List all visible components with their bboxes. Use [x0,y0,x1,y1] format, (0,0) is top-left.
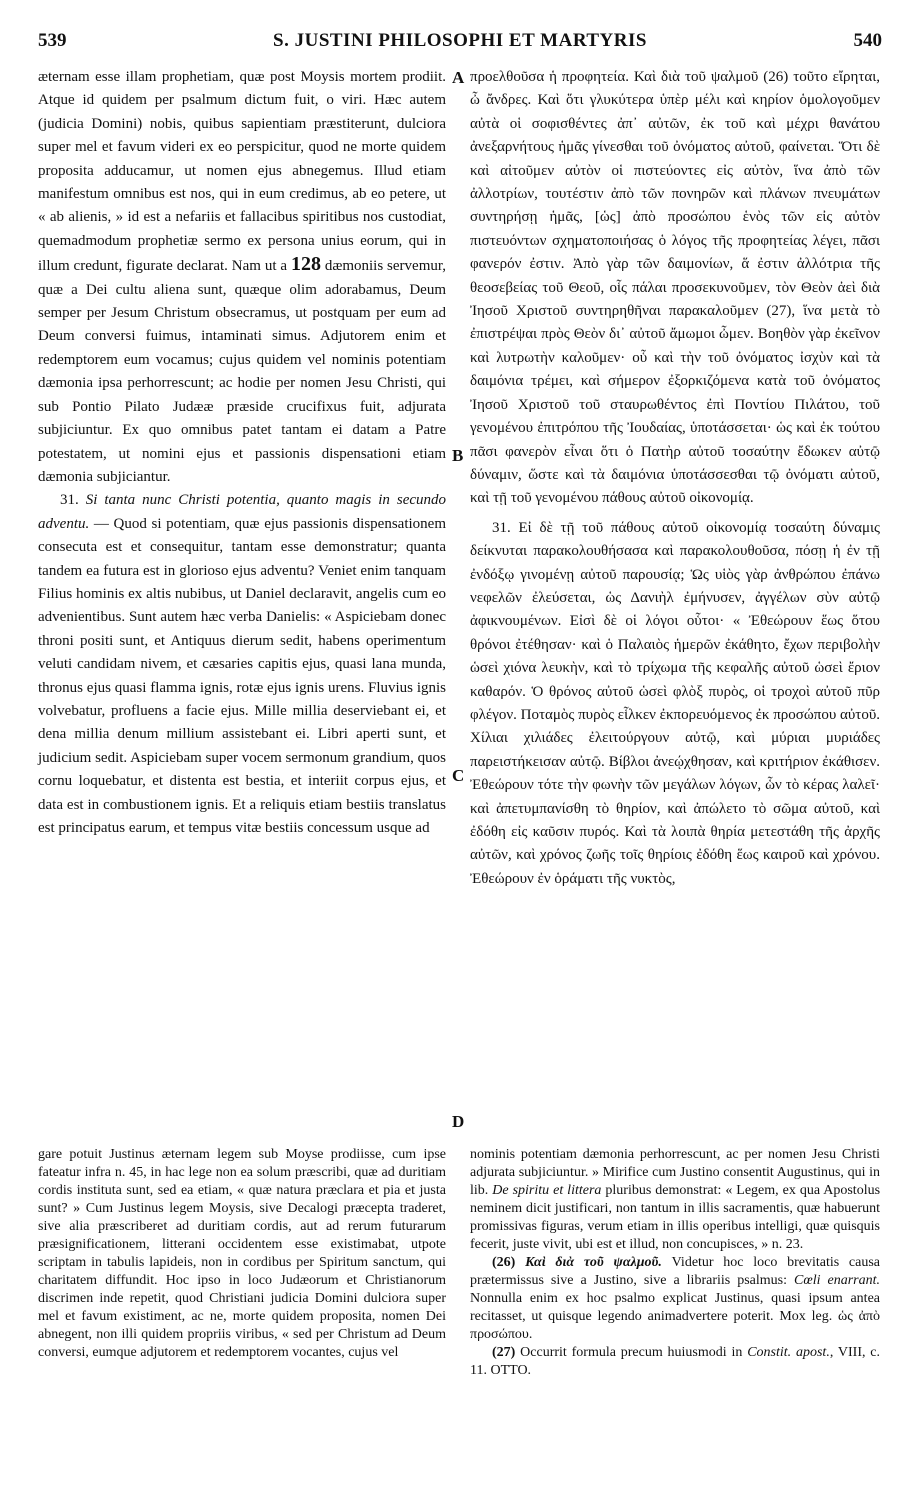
latin-column [38,66,446,840]
greek-paragraph-1: προελθοῦσα ἡ προφητεία. Καὶ διὰ τοῦ ψαλμοῦ (26) τοῦτο εἴρηται, ὦ ἄνδρες. Καὶ ὅτι γλυκύτερα ὑπὲρ μέλι καὶ κηρίον ὁμολογοῦμεν αὐτὰ οἱ σοφισθέντες ἀπ᾽ αὐτῶν, ἐκ τοῦ καὶ μέχρι θανάτου ἀνεξαρνήτους ἡμᾶς γίνεσθαι τοῦ ὀνόματος αὐτοῦ, φαίνεται. Ὅτι δὲ καὶ αἰτοῦμεν αὐτὸν οἱ πιστεύοντες εἰς αὐτὸν, ἵνα ἀπὸ τῶν ἀλλοτρίων, τουτέστιν ἀπὸ τῶν πονηρῶν καὶ πλάνων πνευμάτων συντηρήσῃ ἡμᾶς, [ὡς] ἀπὸ προσώπου ἑνὸς τῶν εἰς αὐτὸν πιστευόντων σχηματοποιήσας ὁ λόγος τῆς προφητείας λέγει, πᾶσι φανερόν ἐστιν. Ἀπὸ γὰρ τῶν δαιμονίων, ἅ ἐστιν ἀλλότρια τῆς θεοσεβείας τοῦ Θεοῦ, οἷς πάλαι προσεκυνοῦμεν, τὸν Θεὸν ἀεὶ διὰ Ἰησοῦ Χριστοῦ συντηρηθῆναι παρακαλοῦμεν (27), ἵνα μετὰ τὸ ἐπιστρέψαι πρὸς Θεὸν δι᾽ αὐτοῦ ἄμωμοι ὦμεν. Βοηθὸν γὰρ ἐκεῖνον καὶ λυτρωτὴν καλοῦμεν· οὗ καὶ τὴν τοῦ ὀνόματος ἰσχὺν καὶ τὰ δαιμόνια τρέμει, καὶ σήμερον ἐξορκιζόμενα κατὰ τοῦ ὀνόματος Ἰησοῦ Χριστοῦ τοῦ σταυρωθέντος ἐπὶ Ποντίου Πιλάτου, τοῦ γενομένου ἐπιτρόπου τῆς Ἰουδαίας, ὑποτάσσεται· ὡς καὶ ἐκ τούτου πᾶσι φανερὸν εἶναι ὅτι ὁ Πατὴρ αὐτοῦ τοσαύτην ἔδωκεν αὐτῷ δύναμιν, ὥστε καὶ τὰ δαιμόνια ὑποτάσσεσθαι τῷ ὀνόματι αὐτοῦ, καὶ τῇ τοῦ γενομένου πάθους αὐτοῦ οἰκονομίᾳ. [470,69,880,507]
latin-section-number: 31. [60,492,79,509]
footnote-26-lemma: Καὶ διὰ τοῦ ψαλμοῦ. [525,1255,662,1270]
page-header [38,30,882,58]
greek-column [470,66,880,891]
footnote-27-number: (27) [492,1345,516,1360]
latin-text-2: — Quod si potentiam, quæ ejus passionis dispensationem consecuta est et consequitur, tantam esse demonstratur; quanta tandem ea futura est in glorioso ejus adventu? Veniet enim tanquam Filius hominis ex altis nubibus, ut Daniel declaravit, angelis cum eo advenientibus. Sunt autem hæc verba Danielis: « Aspiciebam donec throni positi sunt, et Antiquus dierum sedit, habens operimentum veluti candidam nivem, et cæsaries capitis ejus, quasi lana munda, thronus ejus quasi flamma ignis, rotæ ejus ignis urens. Fluvius ignis volvebatur, profluens a facie ejus. Mille millia deserviebant ei, et dena millia denum millium assistebant ei. Libri aperti sunt, et judicium sedit. Aspiciebam super vocem sermonum grandium, quos cornu loquebatur, et distenta est bestia, et interiit corpus ejus, et data est in combustionem ignis. Et a reliquis etiam bestiis translatus est principatus earum, et tempus vitæ bestiis concessum usque ad [38,515,446,836]
margin-marker-d: D [452,1112,465,1131]
latin-paragraph-2 [38,489,446,840]
migne-column-number: 128 [290,253,321,276]
latin-paragraph-1 [38,66,446,489]
footnote-left-text: gare potuit Justinus æternam legem sub Moyse prodiisse, cum ipse fateatur infra n. 45, in hac lege non ea solum præscribi, quæ ad duritiam cordis instituta sunt, sed ea etiam, « quæ natura præclara et pia et justa sunt? » Cum Justinus legem Moysis, sive Decalogi præcepta traderet, sive alia præscriberet ad duritiam cordis, aut ad rerum futurarum præsignificationem, litterani occidentem esse existimabat, utpote scriptam in tabulis lapideis, non in cordibus per Spiritum sanctum, qui charitatem diffundit. Hoc ipso in loco Judæorum et Christianorum discrimen inde repetit, quod Christiani judicia Domini dulciora super mel et favum existiment, ac ne, morte quidem proposita, nomen Dei abnegent, non illi quidem propriis viribus, « sed per Christum ad Deum conversi, eumque adjutorem et redemptorem vocantes, cujus vel [38,1147,446,1360]
footnote-27: (27) Occurrit formula precum huiusmodi in Constit. apost., VIII, c. 11. OTTO. [470,1345,881,1378]
latin-text-1a: æternam esse illam prophetiam, quæ post Moysis mortem prodiit. Atque id quidem per psalmum dictum fuit, o viri. Hæc autem (judicia Domini) nobis, quibus sapientiam præstiterunt, dulciora super mel et favum videri ex eo perspicitur, quod ne morte quidem proposita adducamur, ut nomen ejus abnegemus. Illud etiam manifestum omnibus est nos, qui in eum credimus, ab eo petere, ut « ab alienis, » id est a nefariis et fallacibus spiritibus nos custodiat, quemadmodum prophetiæ sermo ex persona unius eorum, qui in illum credunt, figurate declarat. Nam ut a [38,69,446,275]
greek-paragraph-2: 31. Εἰ δὲ τῇ τοῦ πάθους αὐτοῦ οἰκονομίᾳ τοσαύτη δύναμις δείκνυται παρακολουθήσασα καὶ παρακολουθοῦσα, πόσῃ ἡ ἐν τῇ ἐνδόξῳ γινομένῃ αὐτοῦ παρουσίᾳ; Ὡς υἱὸς γὰρ ἀνθρώπου ἐπάνω νεφελῶν ἐλεύσεται, ὡς Δανιὴλ ἐμήνυσεν, ἀγγέλων σὺν αὐτῷ ἀφικνουμένων. Εἰσὶ δὲ οἱ λόγοι οὗτοι· « Ἐθεώρουν ἕως ὅτου θρόνοι ἐτέθησαν· καὶ ὁ Παλαιὸς ἡμερῶν ἐκάθητο, ἔχων περιβολὴν ὡσεὶ χιόνα λευκὴν, καὶ τὸ τρίχωμα τῆς κεφαλῆς αὐτοῦ ὡσεὶ ἔριον καθαρόν. Ὁ θρόνος αὐτοῦ ὡσεὶ φλὸξ πυρὸς, οἱ τροχοὶ αὐτοῦ πῦρ φλέγον. Ποταμὸς πυρὸς εἷλκεν ἐκπορευόμενος ἐκ προσώπου αὐτοῦ. Χίλιαι χιλιάδες ἐλειτούργουν αὐτῷ, καὶ μύριαι μυριάδες παρειστήκεισαν αὐτῷ. Βίβλοι ἀνεῴχθησαν, καὶ κριτήριον ἐκάθισεν. Ἐθεώρουν τότε τὴν φωνὴν τῶν μεγάλων λόγων, ὧν τὸ κέρας λαλεῖ· καὶ ἀπετυμπανίσθη τὸ θηρίον, καὶ ἀπώλετο τὸ σῶμα αὐτοῦ, καὶ ἐδόθη εἰς καῦσιν πυρός. Καὶ τὰ λοιπὰ θηρία μετεστάθη τῆς ἀρχῆς αὐτῶν, καὶ χρόνος ζωῆς τοῖς θηρίοις ἐδόθη ἕως καιροῦ καὶ χρόνου. Ἐθεώρουν ἐν ὁράματι τῆς νυκτὸς, [470,519,880,887]
footnotes-right [470,1146,880,1380]
running-title: S. JUSTINI PHILOSOPHI ET MARTYRIS [273,30,647,51]
footnote-continuation: nominis potentiam dæmonia perhorrescunt, ac per nomen Jesu Christi adjurata subjiciuntur. » Mirifice cum Justino consentit Augustinus, qui in lib. De spiritu et littera pluribus demonstrat: « Legem, ex qua Apostolus neminem dicit justificari, non tantum in illis sacramentis, quæ habuerunt promissivas figuras, verum etiam in illis operibus intelligi, quæ quisquis fecerit, juste vivit, ubi est et illud, non concupisces, » n. 23. [470,1147,881,1252]
page-number-right: 540 [853,30,882,51]
footnote-26: (26) Καὶ διὰ τοῦ ψαλμοῦ. Videtur hoc loco brevitatis causa prætermissus sive a Justino, sive a librariis psalmus: Cœli enarrant. Nonnulla enim ex hoc psalmo explicat Justinus, quasi ipsum antea recitasset, ut quisque legendo animadvertere poterit. Mox leg. ὡς ἀπὸ προσώπου. [470,1255,880,1342]
margin-marker-c: C [452,766,465,785]
margin-marker-b: B [452,446,464,465]
footnote-work-title: De spiritu et littera [492,1183,602,1198]
latin-section-heading: Si tanta nunc Christi potentia, quanto magis in secundo adventu. [38,492,447,532]
footnote-26-number: (26) [492,1255,516,1270]
footnote-26-psalm: Cœli enarrant. [794,1273,880,1288]
latin-text-1b: dæmoniis servemur, quæ a Dei cultu aliena sunt, quæque olim adorabamus, Deum semper per Jesum Christum obsecramus, ut postquam per eum ad Deum conversi fuimus, intaminati simus. Adjutorem enim et redemptorem eum vocamus; cujus quidem vel nominis potentiam dæmonia ipsa perhorrescunt; ac hodie per nomen Jesu Christi, qui sub Pontio Pilato Judææ præside crucifixus fuit, adjurata subjiciuntur. Ex quo omnibus patet tantam ei datam a Patre potestatem, ut nomini ejus et passionis dispensationi etiam dæmonia subjiciantur. [38,258,447,485]
margin-marker-a: A [452,68,465,87]
footnotes-left [38,1146,446,1362]
page-number-left: 539 [38,30,67,51]
footnote-27-source: Constit. apost. [747,1345,830,1360]
